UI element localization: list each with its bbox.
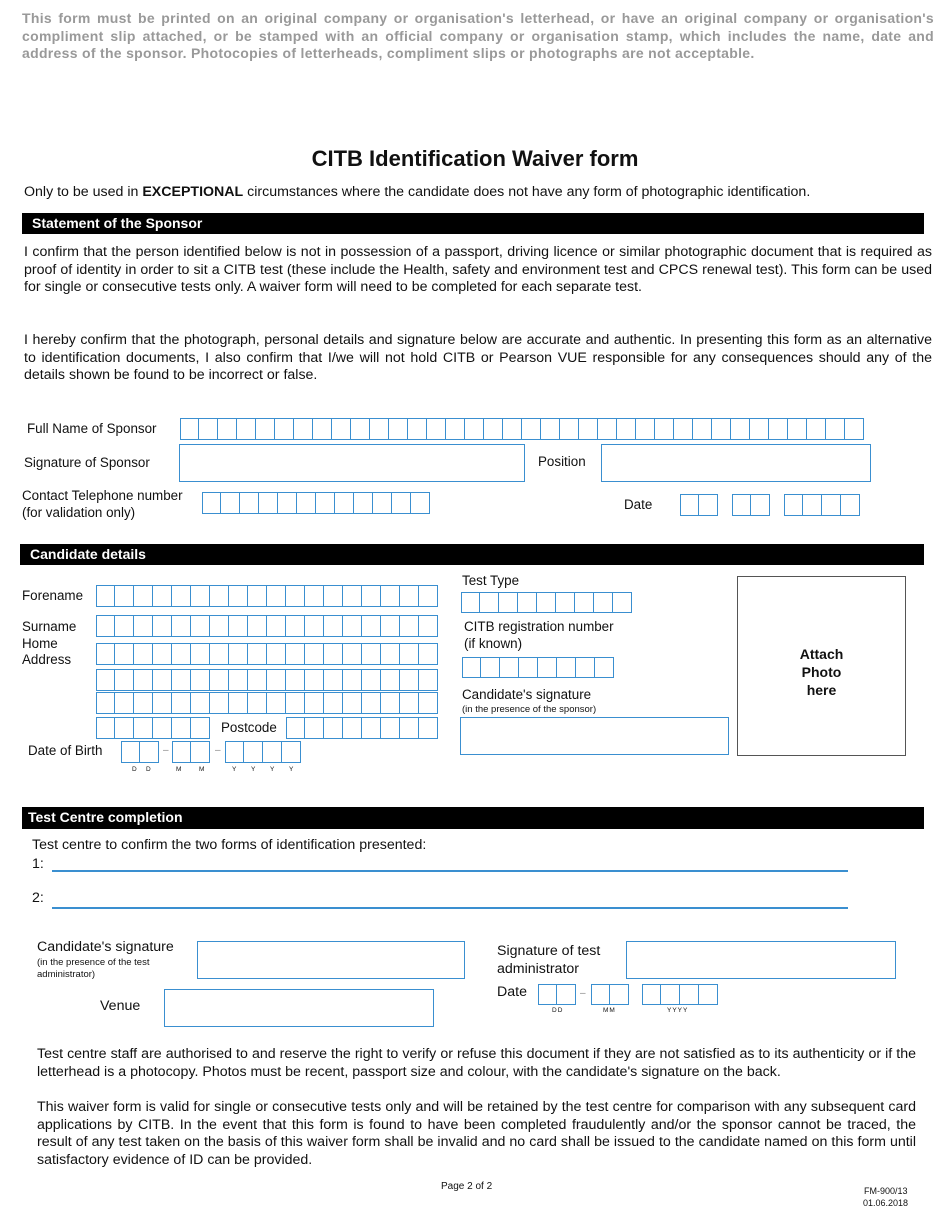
char-box[interactable] (598, 418, 617, 440)
char-box[interactable] (225, 741, 244, 763)
dob-day[interactable] (121, 741, 159, 763)
char-box[interactable] (617, 418, 636, 440)
char-box[interactable] (305, 717, 324, 739)
section-heading-sponsor: Statement of the Sponsor (22, 213, 924, 234)
char-box[interactable] (408, 418, 427, 440)
char-box[interactable] (680, 984, 699, 1005)
identification-1-line[interactable] (52, 870, 848, 872)
sponsor-position-label: Position (538, 454, 586, 469)
char-box[interactable] (541, 418, 560, 440)
dob-hint-d1: D (132, 766, 138, 773)
citb-registration-note: (if known) (464, 636, 523, 651)
char-box[interactable] (191, 615, 210, 637)
tc-candidate-signature-field[interactable] (197, 941, 465, 979)
char-box[interactable] (411, 492, 430, 514)
char-box[interactable] (282, 741, 301, 763)
address-line-2[interactable] (96, 669, 438, 691)
char-box[interactable] (400, 692, 419, 714)
admin-signature-field[interactable] (626, 941, 896, 979)
identification-instruction: Test centre to confirm the two forms of identification presented: (32, 837, 427, 853)
char-box[interactable] (199, 418, 218, 440)
char-box[interactable] (229, 585, 248, 607)
form-code: FM-900/13 (864, 1186, 908, 1196)
char-box[interactable] (218, 418, 237, 440)
form-date: 01.06.2018 (863, 1198, 909, 1208)
char-box[interactable] (210, 585, 229, 607)
char-box[interactable] (699, 984, 718, 1005)
usage-note-bold: EXCEPTIONAL (142, 184, 244, 200)
candidate-signature-note: (in the presence of the sponsor) (462, 704, 597, 715)
tc-date-month[interactable] (591, 984, 629, 1005)
char-box[interactable] (392, 492, 411, 514)
char-box[interactable] (845, 418, 864, 440)
char-box[interactable] (191, 669, 210, 691)
char-box[interactable] (324, 717, 343, 739)
char-box[interactable] (96, 669, 115, 691)
sponsor-signature-label: Signature of Sponsor (24, 455, 150, 470)
char-box[interactable] (134, 692, 153, 714)
forename-field[interactable] (96, 585, 438, 607)
char-box[interactable] (191, 643, 210, 665)
char-box[interactable] (256, 418, 275, 440)
dob-hint-y2: Y (251, 766, 257, 773)
char-box[interactable] (335, 492, 354, 514)
postcode-label: Postcode (221, 720, 277, 735)
char-box[interactable] (769, 418, 788, 440)
char-box[interactable] (594, 592, 613, 613)
char-box[interactable] (286, 669, 305, 691)
char-box[interactable] (259, 492, 278, 514)
contact-phone-label: Contact Telephone number (22, 488, 183, 503)
forename-label: Forename (22, 588, 84, 603)
char-box[interactable] (389, 418, 408, 440)
photo-text-line-2: Photo (801, 664, 842, 680)
char-box[interactable] (613, 592, 632, 613)
dob-year[interactable] (225, 741, 301, 763)
char-box[interactable] (693, 418, 712, 440)
char-box[interactable] (286, 643, 305, 665)
sponsor-date-label: Date (624, 497, 653, 512)
identification-2-label: 2: (32, 890, 44, 906)
char-box[interactable] (503, 418, 522, 440)
char-box[interactable] (229, 615, 248, 637)
char-box[interactable] (267, 692, 286, 714)
char-box[interactable] (229, 669, 248, 691)
char-box[interactable] (822, 494, 841, 516)
photo-text-line-3: here (806, 682, 837, 698)
char-box[interactable] (732, 494, 751, 516)
char-box[interactable] (210, 692, 229, 714)
sponsor-confirmation: I hereby confirm that the photograph, personal details and signature below are accurate and authentic. In presenting this form as an alternative to identification documents, I also confirm that I/we will not hold CITB or Pearson VUE responsible for any consequences should any of the details shown be found to be incorrect or false. (24, 332, 932, 383)
tc-date-hint-month: MM (603, 1007, 616, 1014)
char-box[interactable] (240, 492, 259, 514)
section-heading-test-centre: Test Centre completion (22, 807, 924, 829)
char-box[interactable] (153, 615, 172, 637)
citb-registration-field[interactable] (462, 657, 614, 678)
char-box[interactable] (419, 585, 438, 607)
dob-hint-y4: Y (289, 766, 295, 773)
char-box[interactable] (267, 643, 286, 665)
char-box[interactable] (332, 418, 351, 440)
char-box[interactable] (400, 585, 419, 607)
char-box[interactable] (324, 669, 343, 691)
usage-note (24, 184, 810, 200)
char-box[interactable] (461, 592, 480, 613)
char-box[interactable] (655, 418, 674, 440)
dob-hint-m2: M (199, 766, 206, 773)
char-box[interactable] (172, 692, 191, 714)
char-box[interactable] (210, 643, 229, 665)
tc-date-label: Date (497, 984, 527, 1000)
full-name-sponsor-label: Full Name of Sponsor (27, 421, 157, 436)
char-box[interactable] (248, 585, 267, 607)
char-box[interactable] (275, 418, 294, 440)
char-box[interactable] (172, 717, 191, 739)
char-box[interactable] (537, 592, 556, 613)
char-box[interactable] (153, 692, 172, 714)
char-box[interactable] (134, 669, 153, 691)
test-centre-notes: Test centre staff are authorised to and reserve the right to verify or refuse this document if they are not satisfied as to its authenticity or if the letterhead is a photocopy. Photos must be recent, passport size and colour, with the candidate's signature on the back. (37, 1046, 916, 1080)
char-box[interactable] (153, 643, 172, 665)
char-box[interactable] (210, 669, 229, 691)
char-box[interactable] (248, 615, 267, 637)
dob-month[interactable] (172, 741, 210, 763)
char-box[interactable] (229, 692, 248, 714)
char-box[interactable] (370, 418, 389, 440)
candidate-signature-field[interactable] (460, 717, 729, 755)
test-centre-notes-validity: This waiver form is valid for single or consecutive tests only and will be retained by the test centre for comparison with any subsequent card applications by CITB. In the event that this form is found to have been completed fraudulently and/or the sponsor cannot be traced, the result of any test taken on the basis of this waiver form shall be invalid and no card shall be issued to the candidate named on this form until satisfactory evidence of ID can be provided. (37, 1099, 916, 1168)
address-label: Address (22, 652, 72, 667)
char-box[interactable] (674, 418, 693, 440)
char-box[interactable] (324, 615, 343, 637)
char-box[interactable] (121, 741, 140, 763)
char-box[interactable] (278, 492, 297, 514)
char-box[interactable] (427, 418, 446, 440)
char-box[interactable] (172, 585, 191, 607)
char-box[interactable] (134, 717, 153, 739)
contact-phone-field[interactable] (202, 492, 430, 514)
tc-candidate-signature-label: Candidate's signature (37, 939, 174, 955)
tc-candidate-signature-note: (in the presence of the test administrator) (37, 957, 150, 980)
char-box[interactable] (267, 585, 286, 607)
usage-note-post: circumstances where the candidate does not have any form of photographic identification. (243, 184, 811, 200)
venue-label: Venue (100, 998, 141, 1014)
char-box[interactable] (244, 741, 263, 763)
char-box[interactable] (229, 643, 248, 665)
char-box[interactable] (446, 418, 465, 440)
char-box[interactable] (172, 615, 191, 637)
dob-hint-y3: Y (270, 766, 276, 773)
char-box[interactable] (381, 669, 400, 691)
dob-separator: – (163, 745, 169, 756)
tc-date-year[interactable] (642, 984, 718, 1005)
sponsor-signature-field[interactable] (179, 444, 525, 482)
char-box[interactable] (305, 615, 324, 637)
char-box[interactable] (115, 717, 134, 739)
char-box[interactable] (362, 615, 381, 637)
char-box[interactable] (538, 657, 557, 678)
test-type-label: Test Type (462, 573, 520, 588)
char-box[interactable] (267, 615, 286, 637)
char-box[interactable] (202, 492, 221, 514)
address-line-3[interactable] (96, 692, 438, 714)
char-box[interactable] (172, 741, 191, 763)
char-box[interactable] (400, 717, 419, 739)
tc-date-separator: – (580, 988, 586, 999)
char-box[interactable] (96, 615, 115, 637)
citb-registration-label: CITB registration number (464, 619, 614, 634)
char-box[interactable] (115, 615, 134, 637)
address-line-1[interactable] (96, 643, 438, 665)
char-box[interactable] (286, 615, 305, 637)
char-box[interactable] (191, 717, 210, 739)
char-box[interactable] (522, 418, 541, 440)
char-box[interactable] (500, 657, 519, 678)
char-box[interactable] (248, 669, 267, 691)
char-box[interactable] (610, 984, 629, 1005)
page-number: Page 2 of 2 (441, 1181, 493, 1192)
char-box[interactable] (210, 615, 229, 637)
char-box[interactable] (134, 615, 153, 637)
admin-signature-label: Signature of test administrator (497, 943, 601, 977)
char-box[interactable] (712, 418, 731, 440)
char-box[interactable] (499, 592, 518, 613)
char-box[interactable] (419, 615, 438, 637)
char-box[interactable] (180, 418, 199, 440)
test-type-field[interactable] (461, 592, 632, 613)
char-box[interactable] (699, 494, 718, 516)
usage-note-pre: Only to be used in (24, 184, 143, 200)
char-box[interactable] (343, 669, 362, 691)
char-box[interactable] (267, 669, 286, 691)
dob-label: Date of Birth (28, 743, 103, 758)
identification-1-label: 1: (32, 856, 44, 872)
char-box[interactable] (826, 418, 845, 440)
char-box[interactable] (191, 585, 210, 607)
char-box[interactable] (419, 717, 438, 739)
char-box[interactable] (305, 692, 324, 714)
venue-field[interactable] (164, 989, 434, 1027)
contact-phone-note: (for validation only) (22, 505, 136, 520)
char-box[interactable] (362, 717, 381, 739)
char-box[interactable] (324, 585, 343, 607)
char-box[interactable] (518, 592, 537, 613)
char-box[interactable] (263, 741, 282, 763)
letterhead-notice: This form must be printed on an original company or organisation's letterhead, or have an original company or organisation's compliment slip attached, or be stamped with an official company or organisation stamp, which includes the name, date and address of the sponsor. Photocopies of letterheads, compliment slips or photographs are not acceptable. (22, 10, 934, 61)
char-box[interactable] (481, 657, 500, 678)
char-box[interactable] (96, 585, 115, 607)
dob-hint-m1: M (176, 766, 183, 773)
sponsor-date-day[interactable] (680, 494, 718, 516)
char-box[interactable] (576, 657, 595, 678)
char-box[interactable] (381, 643, 400, 665)
tc-date-hint-day: DD (552, 1007, 564, 1014)
dob-hint-y1: Y (232, 766, 238, 773)
char-box[interactable] (788, 418, 807, 440)
char-box[interactable] (343, 643, 362, 665)
full-name-sponsor-field[interactable] (180, 418, 864, 440)
char-box[interactable] (557, 984, 576, 1005)
char-box[interactable] (462, 657, 481, 678)
char-box[interactable] (96, 692, 115, 714)
char-box[interactable] (221, 492, 240, 514)
char-box[interactable] (560, 418, 579, 440)
char-box[interactable] (465, 418, 484, 440)
surname-label: Surname (22, 619, 77, 634)
identification-2-line[interactable] (52, 907, 848, 909)
char-box[interactable] (248, 643, 267, 665)
char-box[interactable] (354, 492, 373, 514)
char-box[interactable] (351, 418, 370, 440)
char-box[interactable] (362, 585, 381, 607)
address-line-4-partial[interactable] (96, 717, 210, 739)
char-box[interactable] (172, 669, 191, 691)
char-box[interactable] (343, 615, 362, 637)
char-box[interactable] (343, 585, 362, 607)
sponsor-position-field[interactable] (601, 444, 871, 482)
char-box[interactable] (191, 692, 210, 714)
char-box[interactable] (400, 669, 419, 691)
postcode-field[interactable] (286, 717, 438, 739)
char-box[interactable] (591, 984, 610, 1005)
char-box[interactable] (595, 657, 614, 678)
char-box[interactable] (841, 494, 860, 516)
char-box[interactable] (248, 692, 267, 714)
char-box[interactable] (362, 692, 381, 714)
char-box[interactable] (362, 669, 381, 691)
page-title: CITB Identification Waiver form (311, 146, 639, 171)
tc-date-hint-year: YYYY (667, 1007, 689, 1014)
char-box[interactable] (480, 592, 499, 613)
char-box[interactable] (419, 643, 438, 665)
candidate-signature-label: Candidate's signature (462, 687, 592, 702)
char-box[interactable] (140, 741, 159, 763)
char-box[interactable] (286, 692, 305, 714)
char-box[interactable] (556, 592, 575, 613)
char-box[interactable] (680, 494, 699, 516)
char-box[interactable] (400, 643, 419, 665)
char-box[interactable] (373, 492, 392, 514)
char-box[interactable] (400, 615, 419, 637)
char-box[interactable] (191, 741, 210, 763)
char-box[interactable] (115, 643, 134, 665)
char-box[interactable] (803, 494, 822, 516)
char-box[interactable] (134, 585, 153, 607)
char-box[interactable] (751, 494, 770, 516)
char-box[interactable] (324, 692, 343, 714)
char-box[interactable] (96, 643, 115, 665)
char-box[interactable] (419, 692, 438, 714)
char-box[interactable] (636, 418, 655, 440)
char-box[interactable] (381, 692, 400, 714)
char-box[interactable] (305, 669, 324, 691)
char-box[interactable] (381, 615, 400, 637)
char-box[interactable] (661, 984, 680, 1005)
char-box[interactable] (750, 418, 769, 440)
char-box[interactable] (153, 717, 172, 739)
sponsor-statement: I confirm that the person identified below is not in possession of a passport, driving licence or similar photographic document that is required as proof of identity in order to sit a CITB test (these include the Health, safety and environment test and CPCS renewal test). This form can be used for single or consecutive tests only. A waiver form will need to be completed for each separate test. (24, 244, 932, 295)
char-box[interactable] (313, 418, 332, 440)
char-box[interactable] (519, 657, 538, 678)
section-heading-candidate: Candidate details (20, 544, 924, 565)
char-box[interactable] (324, 643, 343, 665)
char-box[interactable] (579, 418, 598, 440)
char-box[interactable] (557, 657, 576, 678)
char-box[interactable] (362, 643, 381, 665)
char-box[interactable] (305, 585, 324, 607)
char-box[interactable] (575, 592, 594, 613)
char-box[interactable] (115, 669, 134, 691)
char-box[interactable] (294, 418, 313, 440)
char-box[interactable] (343, 692, 362, 714)
sponsor-date-year[interactable] (784, 494, 860, 516)
tc-date-day[interactable] (538, 984, 576, 1005)
char-box[interactable] (731, 418, 750, 440)
dob-hint-d2: D (146, 766, 152, 773)
char-box[interactable] (538, 984, 557, 1005)
char-box[interactable] (642, 984, 661, 1005)
char-box[interactable] (153, 669, 172, 691)
char-box[interactable] (381, 717, 400, 739)
char-box[interactable] (286, 585, 305, 607)
char-box[interactable] (134, 643, 153, 665)
photo-placeholder[interactable] (737, 576, 906, 756)
char-box[interactable] (96, 717, 115, 739)
char-box[interactable] (305, 643, 324, 665)
char-box[interactable] (316, 492, 335, 514)
char-box[interactable] (153, 585, 172, 607)
char-box[interactable] (172, 643, 191, 665)
char-box[interactable] (115, 585, 134, 607)
char-box[interactable] (343, 717, 362, 739)
char-box[interactable] (784, 494, 803, 516)
char-box[interactable] (297, 492, 316, 514)
home-label: Home (22, 636, 58, 651)
char-box[interactable] (237, 418, 256, 440)
char-box[interactable] (484, 418, 503, 440)
char-box[interactable] (419, 669, 438, 691)
dob-separator: – (215, 745, 221, 756)
sponsor-date-month[interactable] (732, 494, 770, 516)
surname-field[interactable] (96, 615, 438, 637)
char-box[interactable] (115, 692, 134, 714)
photo-text-line-1: Attach (799, 646, 844, 662)
char-box[interactable] (807, 418, 826, 440)
char-box[interactable] (286, 717, 305, 739)
char-box[interactable] (381, 585, 400, 607)
